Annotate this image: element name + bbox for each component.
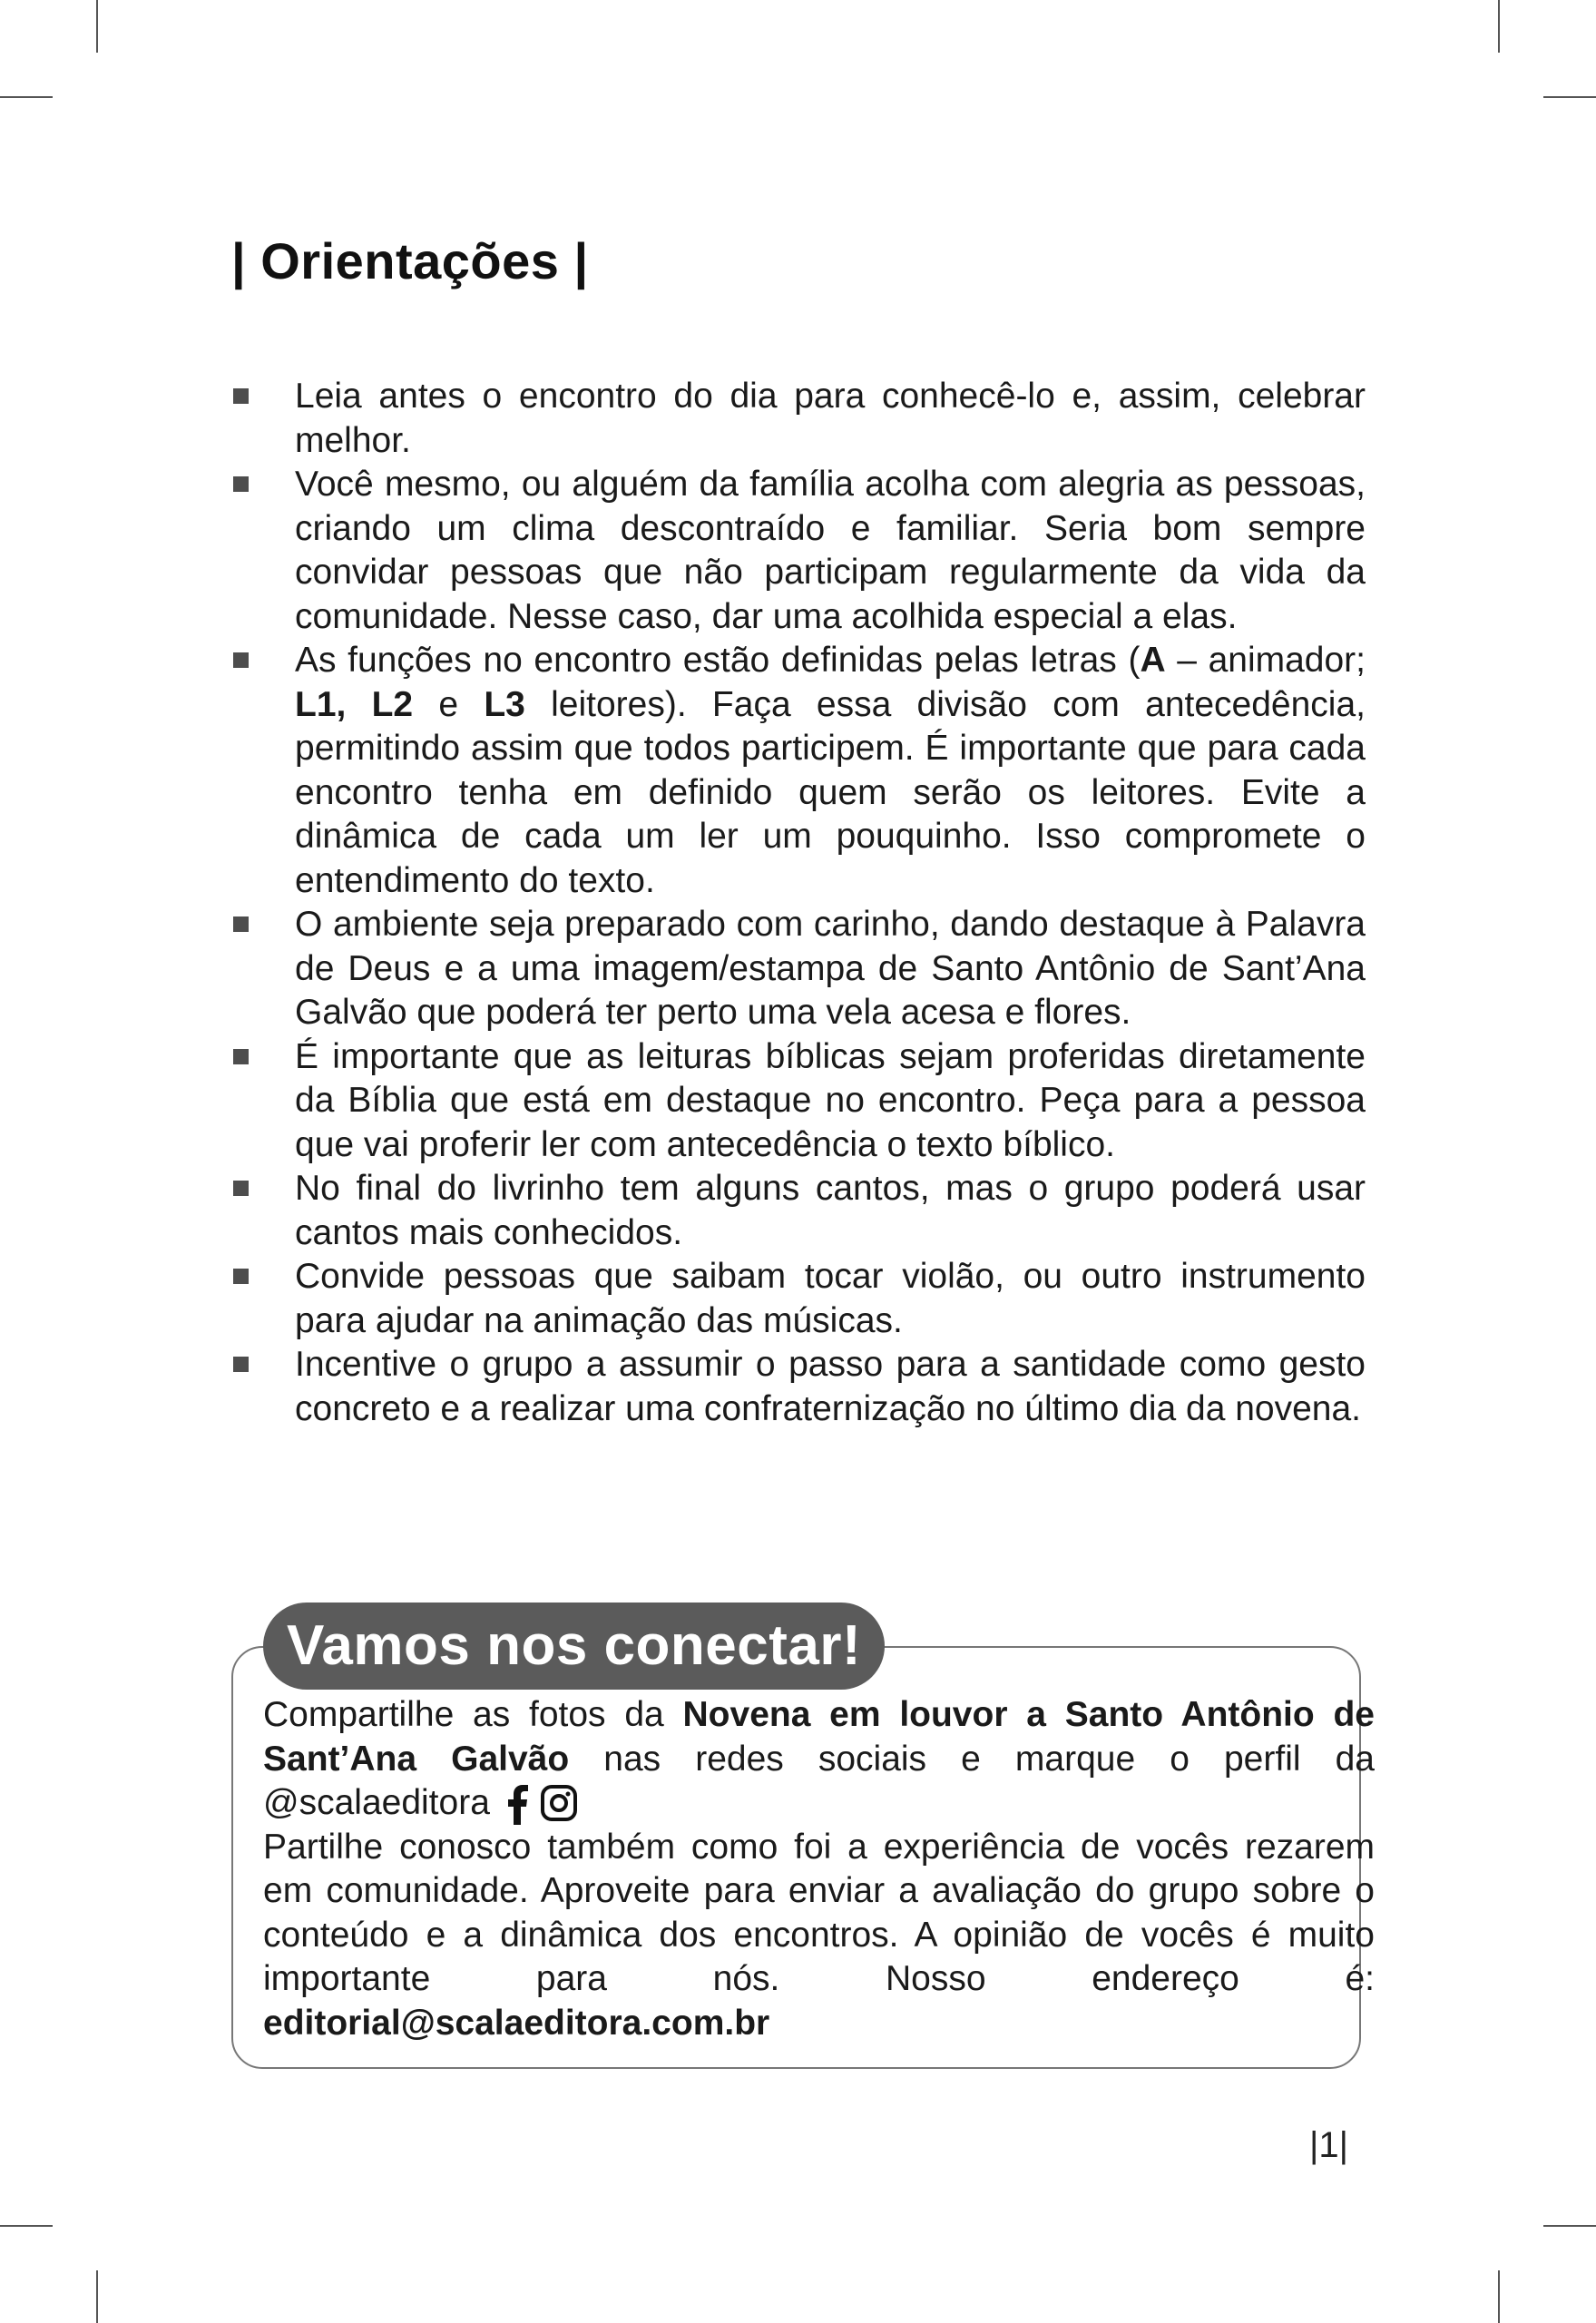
page-number: |1| bbox=[1309, 2125, 1349, 2165]
square-bullet-icon bbox=[233, 1357, 249, 1372]
list-item: No final do livrinho tem alguns cantos, mas o grupo poderá usar cantos mais conhecidos. bbox=[231, 1167, 1366, 1255]
crop-mark bbox=[0, 96, 53, 98]
square-bullet-icon bbox=[233, 476, 249, 492]
square-bullet-icon bbox=[233, 1049, 249, 1064]
list-item: Convide pessoas que saibam tocar violão, ou outro instrumento para ajudar na animação das músicas. bbox=[231, 1255, 1366, 1343]
instagram-icon[interactable] bbox=[541, 1785, 577, 1821]
crop-mark bbox=[96, 2270, 98, 2323]
facebook-icon[interactable] bbox=[506, 1785, 528, 1825]
page-title: | Orientações | bbox=[231, 232, 589, 289]
crop-mark bbox=[1498, 0, 1500, 53]
crop-mark bbox=[1543, 2225, 1596, 2227]
social-icons bbox=[506, 1785, 577, 1825]
square-bullet-icon bbox=[233, 652, 249, 668]
list-item: As funções no encontro estão definidas pelas letras (A – animador; L1, L2 e L3 leitores). Faça essa divisão com antecedência, permitindo assim que todos participem. É importante que para cada encontro tenha em definido quem serão os leitores. Evite a dinâmica de cada um ler um pouquinho. Isso compromete o entendimento do texto. bbox=[231, 639, 1366, 903]
square-bullet-icon bbox=[233, 1181, 249, 1196]
square-bullet-icon bbox=[233, 388, 249, 404]
share-paragraph: Compartilhe as fotos da Novena em louvor a Santo Antônio de Sant’Ana Galvão nas redes sociais e marque o perfil da @scalaeditora bbox=[263, 1693, 1375, 1826]
list-item: É importante que as leituras bíblicas sejam proferidas diretamente da Bíblia que está em destaque no encontro. Peça para a pessoa que vai proferir ler com antecedência o texto bíblico. bbox=[231, 1035, 1366, 1168]
square-bullet-icon bbox=[233, 916, 249, 932]
role-code-animador: A bbox=[1140, 641, 1166, 680]
list-item: Incentive o grupo a assumir o passo para a santidade como gesto concreto e a realizar uma confraternização no último dia da novena. bbox=[231, 1343, 1366, 1431]
crop-mark bbox=[96, 0, 98, 53]
list-item: Leia antes o encontro do dia para conhecê-lo e, assim, celebrar melhor. bbox=[231, 375, 1366, 463]
connect-text bbox=[263, 1693, 1375, 2045]
connect-title: Vamos nos conectar! bbox=[263, 1603, 885, 1690]
list-item: O ambiente seja preparado com carinho, dando destaque à Palavra de Deus e a uma imagem/estampa de Santo Antônio de Sant’Ana Galvão que poderá ter perto uma vela acesa e flores. bbox=[231, 903, 1366, 1035]
crop-mark bbox=[1498, 2270, 1500, 2323]
email-link[interactable]: editorial@scalaeditora.com.br bbox=[263, 2003, 770, 2043]
role-code-l3: L3 bbox=[484, 684, 525, 724]
crop-mark bbox=[0, 2225, 53, 2227]
crop-mark bbox=[1543, 96, 1596, 98]
novena-title: Novena em louvor a Santo Antônio de Sant’Ana Galvão bbox=[263, 1695, 1375, 1779]
list-item: Você mesmo, ou alguém da família acolha com alegria as pessoas, criando um clima descontraído e familiar. Seria bom sempre convidar pessoas que não participam regularmente da vida da comunidade. Nesse caso, dar uma acolhida especial a elas. bbox=[231, 463, 1366, 639]
role-code-leitores: L1, L2 bbox=[295, 684, 414, 724]
guidelines-list bbox=[231, 375, 1366, 1431]
feedback-paragraph: Partilhe conosco também como foi a experiência de vocês rezarem em comunidade. Aproveite para enviar a avaliação do grupo sobre o conteúdo e a dinâmica dos encontros. A opinião de vocês é muito importante para nós. Nosso endereço é: editorial@scalaeditora.com.br bbox=[263, 1827, 1375, 2043]
square-bullet-icon bbox=[233, 1269, 249, 1284]
